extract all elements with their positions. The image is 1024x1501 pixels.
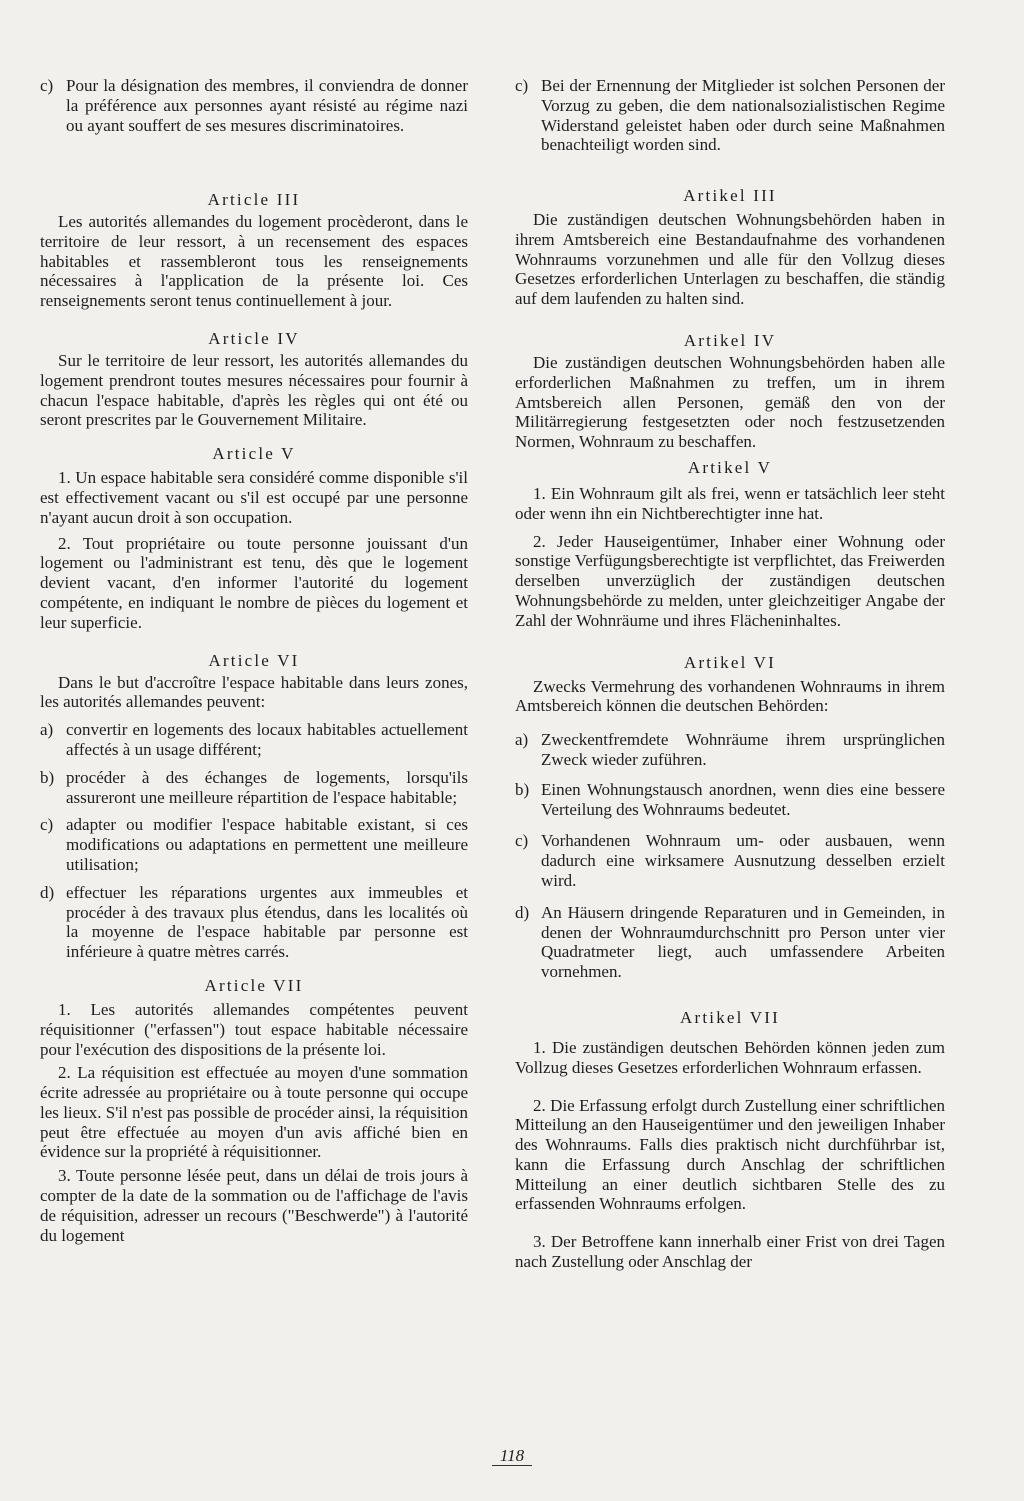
fr-article-3-heading: Article III — [207, 190, 301, 209]
item-text: Bei der Ernennung der Mitglieder ist solchen Personen der Vorzug zu geben, die dem nationalsozialistischen Regime Widerstand geleistet haben oder durch seine Maßnahmen benachteiligt worden sind. — [541, 76, 945, 155]
page-number-text: 118 — [492, 1446, 532, 1466]
item-label: a) — [40, 720, 54, 740]
fr-article-3-text: Les autorités allemandes du logement procèderont, dans le territoire de leur ressort, à un recensement des espaces habitables et rassembleront tous les renseignements nécessaires à l'application de la présente loi. Ces renseignements seront tenus continuellement à jour. — [40, 212, 468, 311]
de-article-6-item-b — [515, 780, 945, 820]
fr-article-7-heading: Article VII — [204, 975, 304, 995]
fr-article-4-heading: Article IV — [208, 328, 300, 348]
item-label: b) — [40, 767, 55, 787]
fr-article-6-heading: Article VI — [208, 650, 300, 670]
item-text: convertir en logements des locaux habitables actuellement affectés à un usage différent; — [66, 720, 468, 759]
item-label: c) — [40, 76, 54, 95]
item-text: Pour la désignation des membres, il conviendra de donner la préférence aux personnes ayant résisté au régime nazi ou ayant souffert de ses mesures discriminatoires. — [66, 76, 468, 135]
de-article-3-text: Die zuständigen deutschen Wohnungsbehörden haben in ihrem Amtsbereich eine Bestandaufnahme des vorhandenen Wohnraums vorzunehmen und alle für den Vollzug dieses Gesetzes erforderlichen Unterlagen zu beschaffen, die ständig auf dem laufenden zu halten sind. — [515, 210, 945, 309]
fr-article-6-item-d — [40, 883, 468, 962]
fr-article-6-item-a — [40, 720, 468, 760]
fr-article-6-intro: Dans le but d'accroître l'espace habitable dans leurs zones, les autorités allemandes peuvent: — [40, 672, 468, 712]
item-label: c) — [40, 815, 54, 835]
fr-article-5-p1: 1. Un espace habitable sera considéré comme disponible s'il est effectivement vacant ou s'il est occupé par une personne n'ayant aucun droit à son occupation. — [40, 468, 468, 527]
item-text: Vorhandenen Wohnraum um- oder ausbauen, wenn dadurch eine wirksamere Ausnutzung desselben erzielt wird. — [541, 831, 945, 890]
de-article-6-item-d — [515, 903, 945, 982]
de-article-7-p3: 3. Der Betroffene kann innerhalb einer Frist von drei Tagen nach Zustellung oder Anschlag der — [515, 1232, 945, 1272]
item-text: Zweckentfremdete Wohnräume ihrem ursprünglichen Zweck wieder zuführen. — [541, 730, 945, 769]
item-text: adapter ou modifier l'espace habitable existant, si ces modifications ou adaptations en permettent une meilleure utilisation; — [66, 815, 468, 874]
de-c-intro — [515, 76, 945, 176]
de-article-6-item-c — [515, 831, 945, 890]
german-column — [515, 76, 945, 1272]
fr-article-5-heading: Article V — [212, 444, 296, 464]
fr-article-7-p2: 2. La réquisition est effectuée au moyen d'une sommation écrite adressée au propriétaire ou à toute personne qui occupe les lieux. S'il n'est pas possible de procéder ainsi, la réquisition peut être effectuée au moyen d'un avis affiché bien en évidence sur la propriété à réquisitionner. — [40, 1063, 468, 1162]
de-article-5-p2: 2. Jeder Hauseigentümer, Inhaber einer Wohnung oder sonstige Verfügungsberechtigte ist verpflichtet, das Freiwerden derselben unverzüglich der zuständigen deutschen Wohnungsbehörde zu melden, unter gleichzeitiger Angabe der Zahl der Wohnräume und ihres Flächeninhaltes. — [515, 531, 945, 630]
item-label: d) — [40, 882, 55, 902]
de-article-5-heading: Artikel V — [687, 457, 773, 477]
item-label: c) — [515, 76, 529, 95]
item-text: effectuer les réparations urgentes aux immeubles et procéder à des travaux plus étendus, dans les localités où la moyenne de l'espace habitable par personne est inférieure à quatre mètres carrés. — [66, 882, 468, 962]
item-label: a) — [515, 730, 529, 750]
fr-c-intro — [40, 76, 468, 156]
page-number — [0, 1446, 1024, 1466]
item-label: d) — [515, 902, 530, 922]
de-article-6-item-a — [515, 730, 945, 770]
de-article-3-heading: Artikel III — [683, 186, 777, 205]
fr-article-6-item-c — [40, 815, 468, 874]
de-article-4-text: Die zuständigen deutschen Wohnungsbehörden haben alle erforderlichen Maßnahmen zu treffen, um in ihrem Amtsbereich allen Personen, gemäß den von der Militärregierung festgesetzten oder noch festzusetzenden Normen, Wohnraum zu beschaffen. — [515, 352, 945, 452]
fr-article-5-p2: 2. Tout propriétaire ou toute personne jouissant d'un logement ou l'administrant est tenu, dès que le logement devient vacant, d'en informer l'autorité du logement compétente, en indiquant le nombre de pièces du logement et leur superficie. — [40, 533, 468, 632]
item-text: procéder à des échanges de logements, lorsqu'ils assureront une meilleure répartition de l'espace habitable; — [66, 767, 468, 807]
de-article-7-heading: Artikel VII — [680, 1007, 780, 1027]
item-label: c) — [515, 831, 529, 851]
item-text: An Häusern dringende Reparaturen und in Gemeinden, in denen der Wohnraumdurchschnitt pro Person unter vier Quadratmeter liegt, auch umfassendere Arbeiten vornehmen. — [541, 902, 945, 982]
de-article-6-intro: Zwecks Vermehrung des vorhandenen Wohnraums in ihrem Amtsbereich können die deutschen Behörden: — [515, 676, 945, 716]
item-label: b) — [515, 779, 530, 799]
fr-article-7-p1: 1. Les autorités allemandes compétentes peuvent réquisitionner ("erfassen") tout espace habitable nécessaire pour l'exécution des dispositions de la présente loi. — [40, 999, 468, 1059]
french-column — [40, 76, 468, 1245]
fr-article-6-item-b — [40, 768, 468, 808]
de-article-5-p1: 1. Ein Wohnraum gilt als frei, wenn er tatsächlich leer steht oder wenn ihn ein Nichtberechtigter inne hat. — [515, 483, 945, 523]
de-article-4-heading: Artikel IV — [683, 330, 777, 350]
fr-article-7-p3: 3. Toute personne lésée peut, dans un délai de trois jours à compter de la date de la sommation ou de l'affichage de l'avis de réquisition, adresser un recours ("Beschwerde") à l'autorité du logement — [40, 1166, 468, 1245]
de-article-7-p2: 2. Die Erfassung erfolgt durch Zustellung einer schriftlichen Mitteilung an den Hauseigentümer und den jeweiligen Inhaber des Wohnraums. Falls dies praktisch nicht durchführbar ist, kann die Erfassung durch Anschlag der schriftlichen Mitteilung an einer deutlich sichtbaren Stelle des zu erfassenden Wohnraums erfolgen. — [515, 1095, 945, 1214]
item-text: Einen Wohnungstausch anordnen, wenn dies eine bessere Verteilung des Wohnraums bedeutet. — [541, 779, 945, 819]
fr-article-4-text: Sur le territoire de leur ressort, les autorités allemandes du logement prendront toutes mesures nécessaires pour fournir à chacun l'espace habitable, d'après les règles qui ont été ou seront prescrites par le Gouvernement Militaire. — [40, 350, 468, 430]
de-article-7-p1: 1. Die zuständigen deutschen Behörden können jeden zum Vollzug dieses Gesetzes erforderlichen Wohnraum erfassen. — [515, 1037, 945, 1077]
de-article-6-heading: Artikel VI — [683, 652, 777, 672]
